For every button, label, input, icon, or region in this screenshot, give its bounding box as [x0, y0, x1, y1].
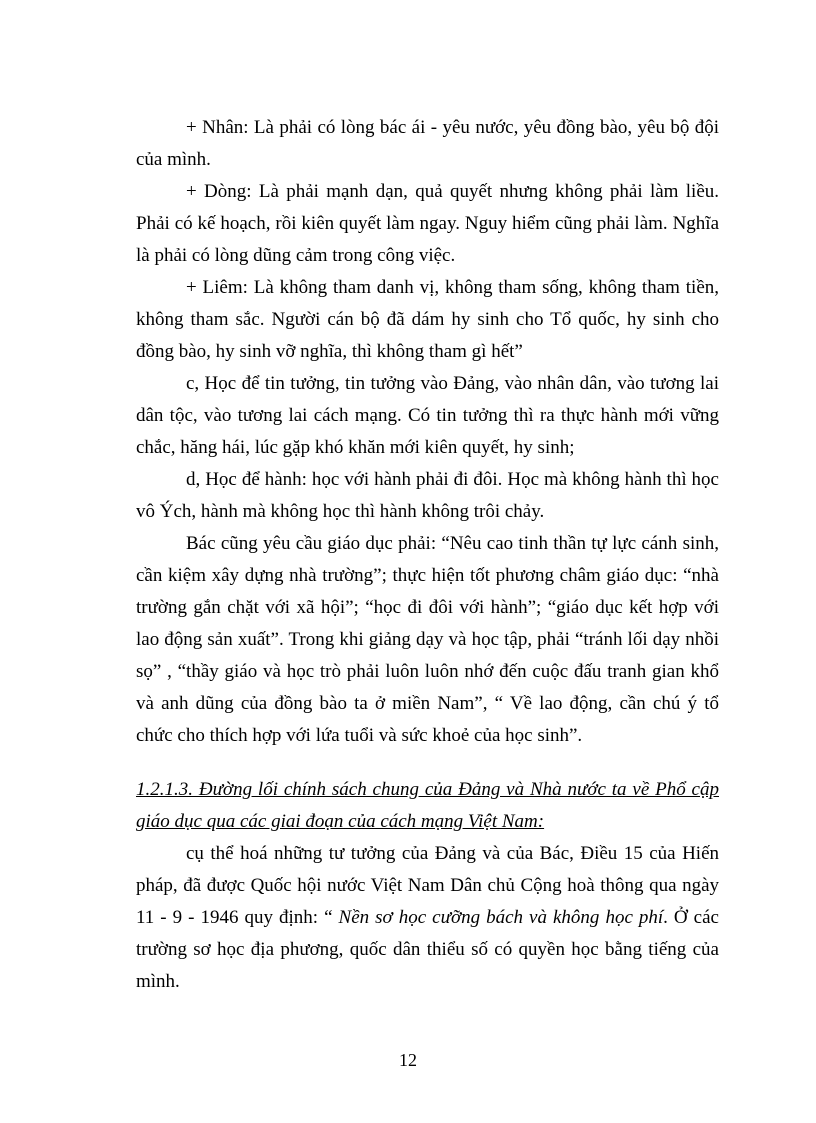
page-number: 12 — [399, 1050, 417, 1070]
body-text — [136, 112, 719, 998]
paragraph-hien-phap-tail: . Ở các trường sơ học địa phương, quốc dân thiểu số có quyền học bằng tiếng của mình. — [136, 907, 719, 992]
paragraph-hien-phap-quote: Nền sơ học cưỡng bách và không học phí — [338, 907, 664, 928]
paragraph-giao-duc: Bác cũng yêu cầu giáo dục phải: “Nêu cao tinh thần tự lực cánh sinh, cần kiệm xây dựng nhà trường”; thực hiện tốt phương châm giáo dục: “nhà trường gắn chặt với xã hội”; “học đi đôi với hành”; “giáo dục kết hợp với lao động sản xuất”. Trong khi giảng dạy và học tập, phải “tránh lối dạy nhồi sọ” , “thầy giáo và học trò phải luôn luôn nhớ đến cuộc đấu tranh gian khổ và anh dũng của đồng bào ta ở miền Nam”, “ Về lao động, cần chú ý tổ chức cho thích hợp với lứa tuổi và sức khoẻ của học sinh”. — [136, 533, 719, 746]
paragraph-liem: + Liêm: Là không tham danh vị, không tham sống, không tham tiền, không tham sắc. Người cán bộ đã dám hy sinh cho Tổ quốc, hy sinh cho đồng bào, hy sinh vỡ nghĩa, thì không tham gì hết” — [136, 277, 719, 362]
paragraph-dung: + Dòng: Là phải mạnh dạn, quả quyết nhưng không phải làm liều. Phải có kế hoạch, rồi kiên quyết làm ngay. Nguy hiểm cũng phải làm. Nghĩa là phải có lòng dũng cảm trong công việc. — [136, 181, 719, 266]
paragraph-hien-phap-lead: cụ thể hoá những tư tưởng của Đảng và của Bác, Điều 15 của Hiến pháp, đã được Quốc hội nước Việt Nam Dân chủ Cộng hoà thông qua ngày 11 - 9 - 1946 quy định: “ — [136, 843, 719, 928]
section-heading: 1.2.1.3. Đường lối chính sách chung của Đảng và Nhà nước ta về Phổ cập giáo dục qua các giai đoạn của cách mạng Việt Nam: — [136, 779, 719, 832]
paragraph-nhan: + Nhân: Là phải có lòng bác ái - yêu nước, yêu đồng bào, yêu bộ đội của mình. — [136, 117, 719, 170]
paragraph-hien-phap — [136, 838, 719, 998]
paragraph-tin-tuong: c, Học để tin tưởng, tin tưởng vào Đảng, vào nhân dân, vào tương lai dân tộc, vào tương lai cách mạng. Có tin tưởng thì ra thực hành mới vững chắc, hăng hái, lúc gặp khó khăn mới kiên quyết, hy sinh; — [136, 373, 719, 458]
paragraph-hanh: d, Học để hành: học với hành phải đi đôi. Học mà không hành thì học vô Ých, hành mà không học thì hành không trôi chảy. — [136, 469, 719, 522]
